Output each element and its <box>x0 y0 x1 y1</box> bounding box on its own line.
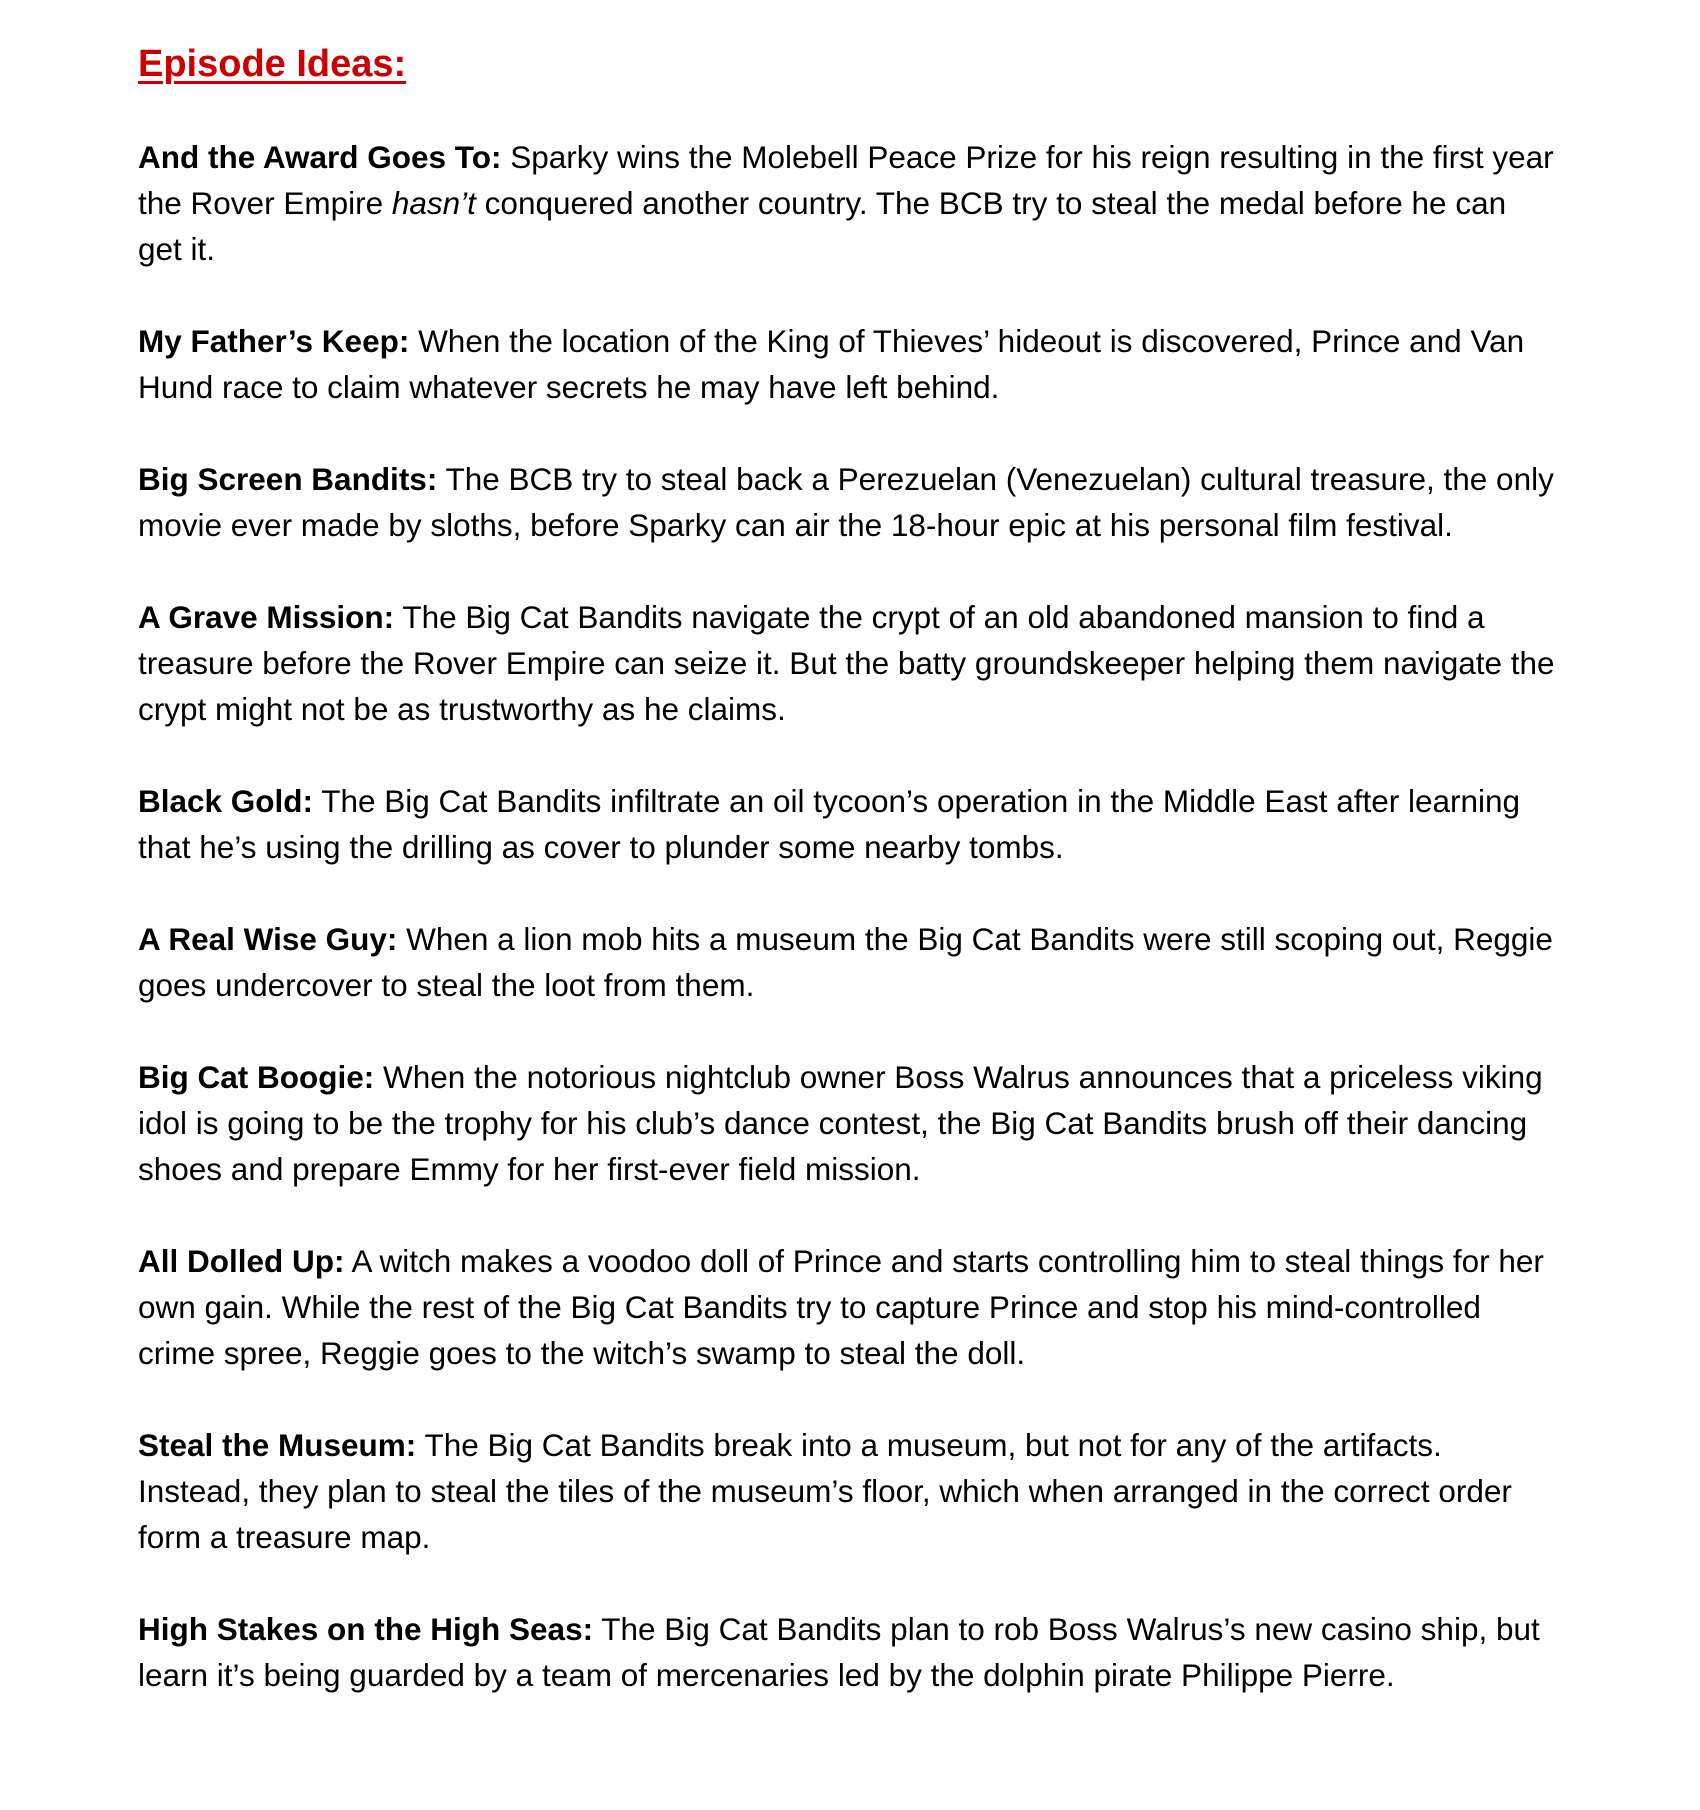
episode-a-grave-mission <box>138 594 1558 732</box>
episode-high-stakes-high-seas <box>138 1606 1558 1698</box>
episode-big-cat-boogie <box>138 1054 1558 1192</box>
episode-description: When the location of the King of Thieves’ hideout is discovered, Prince and Van Hund race to claim whatever secrets he may have left behind. <box>138 323 1525 405</box>
episode-description: Sparky wins the Molebell Peace Prize for his reign resulting in the first year the Rover Empire <box>138 139 1554 221</box>
episode-steal-the-museum <box>138 1422 1558 1560</box>
episode-award-goes-to <box>138 134 1558 272</box>
episode-description: When a lion mob hits a museum the Big Cat Bandits were still scoping out, Reggie goes undercover to steal the loot from them. <box>138 921 1553 1003</box>
episode-title: Big Screen Bandits: <box>138 461 438 497</box>
episode-description: conquered another country. The BCB try to steal the medal before he can get it. <box>138 185 1507 267</box>
episode-black-gold <box>138 778 1558 870</box>
document-page <box>138 36 1558 1744</box>
page-title: Episode Ideas: <box>138 43 407 85</box>
episode-description: The BCB try to steal back a Perezuelan (Venezuelan) cultural treasure, the only movie ever made by sloths, before Sparky can air the 18-hour epic at his personal film festival. <box>138 461 1554 543</box>
episode-a-real-wise-guy <box>138 916 1558 1008</box>
episode-big-screen-bandits <box>138 456 1558 548</box>
episode-title: My Father’s Keep: <box>138 323 410 359</box>
episode-all-dolled-up <box>138 1238 1558 1376</box>
episode-my-fathers-keep <box>138 318 1558 410</box>
episode-description: The Big Cat Bandits navigate the crypt of an old abandoned mansion to find a treasure before the Rover Empire can seize it. But the batty groundskeeper helping them navigate the crypt might not be as trustworthy as he claims. <box>138 599 1555 727</box>
episode-description: The Big Cat Bandits plan to rob Boss Walrus’s new casino ship, but learn it’s being guarded by a team of mercenaries led by the dolphin pirate Philippe Pierre. <box>138 1611 1540 1693</box>
episode-title: High Stakes on the High Seas: <box>138 1611 594 1647</box>
episode-title: Steal the Museum: <box>138 1427 417 1463</box>
episode-title: All Dolled Up: <box>138 1243 345 1279</box>
episode-title: A Real Wise Guy: <box>138 921 398 957</box>
episode-title: A Grave Mission: <box>138 599 395 635</box>
episode-description: The Big Cat Bandits infiltrate an oil tycoon’s operation in the Middle East after learning that he’s using the drilling as cover to plunder some nearby tombs. <box>138 783 1521 865</box>
episode-description: The Big Cat Bandits break into a museum, but not for any of the artifacts. Instead, they plan to steal the tiles of the museum’s floor, which when arranged in the correct order form a treasure map. <box>138 1427 1512 1555</box>
episode-description: A witch makes a voodoo doll of Prince and starts controlling him to steal things for her own gain. While the rest of the Big Cat Bandits try to capture Prince and stop his mind-controlled crime spree, Reggie goes to the witch’s swamp to steal the doll. <box>138 1243 1544 1371</box>
episode-title: Big Cat Boogie: <box>138 1059 375 1095</box>
episode-description-italic: hasn’t <box>391 185 476 221</box>
episode-title: Black Gold: <box>138 783 314 819</box>
episode-description: When the notorious nightclub owner Boss Walrus announces that a priceless viking idol is going to be the trophy for his club’s dance contest, the Big Cat Bandits brush off their dancing shoes and prepare Emmy for her first-ever field mission. <box>138 1059 1543 1187</box>
episode-title: And the Award Goes To: <box>138 139 502 175</box>
